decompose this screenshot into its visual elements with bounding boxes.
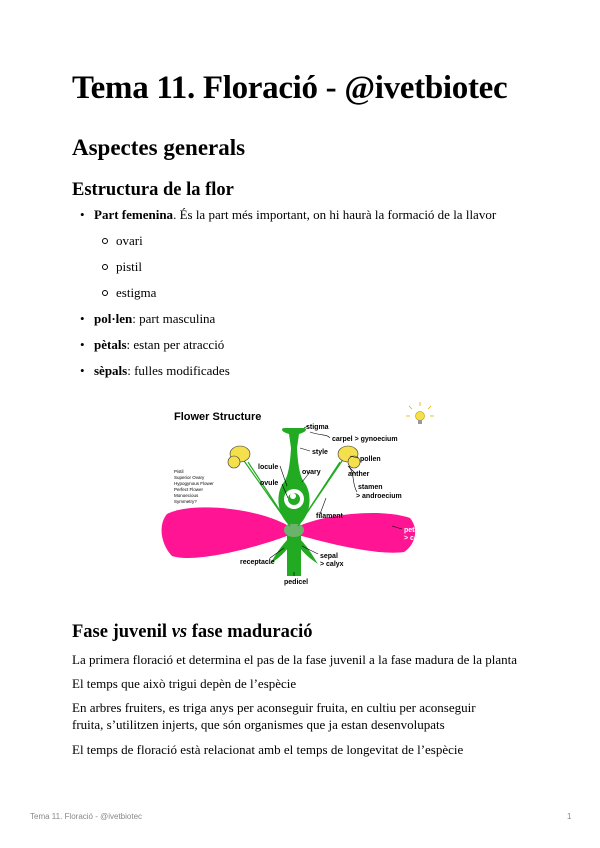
label-ovary: ovary [302,469,321,476]
list-item-text: . És la part més important, on hi haurà la formació de la llavor [173,207,497,222]
note-line: Monoecious [174,493,199,498]
note-line: Perfect Flower [174,487,204,492]
lightbulb-icon [406,402,434,424]
petal-left [162,507,292,558]
label-ovule: ovule [260,480,279,487]
label-corolla: > corolla [404,535,433,542]
sublist-item: pistil [94,259,542,285]
label-anther: anther [348,471,370,478]
paragraph-1: La primera floració et determina el pas de la fase juvenil a la fase madura de la planta [72,652,518,667]
paragraph-4: El temps de floració està relacionat amb el temps de longevitat de l’espècie [72,742,464,757]
list-item-sepals [72,363,542,379]
female-parts-sublist [94,233,542,311]
heading-vs: vs [171,622,188,642]
list-item-bold: Part femenina [94,207,174,222]
label-pedicel: pedicel [284,579,309,586]
label-receptacle: receptacle [240,559,275,566]
pistil-shape [278,428,309,524]
list-item-part-femenina [72,207,542,311]
subsection-heading-phases [72,622,313,643]
list-item-text: : fulles modificades [127,363,230,378]
label-petal: petal [404,527,421,534]
label-sepal: sepal [320,553,338,560]
note-line: Pistil [174,469,184,474]
paragraph-3: En arbres fruiters, es triga anys per aconseguir fruita, en cultiu per aconseguir fruita, s’utilitzen injerts, que són organismes que ja estan desenvolupats [72,700,476,732]
label-stigma: stigma [306,424,329,431]
flower-structure-diagram [152,396,462,600]
list-item-text: : part masculina [132,311,216,326]
footer-page-number: 1 [567,812,572,821]
paragraph-2: El temps que això trigui depèn de l’espècie [72,676,297,691]
list-item-text: : estan per atracció [126,337,225,352]
list-item-bold: pètals [94,337,127,352]
label-calyx: > calyx [320,561,344,568]
section-heading: Aspectes generals [72,135,246,160]
flower-parts-list [72,207,542,379]
label-stamen: stamen [358,484,383,491]
page-title: Tema 11. Floració - @ivetbiotec [72,70,508,106]
receptacle-shape [284,523,304,537]
label-pollen: pollen [360,456,381,463]
label-style: style [312,449,328,456]
sublist-item: estigma [94,285,542,311]
note-line: Symmetry? [174,499,197,504]
diagram-title: Flower Structure [174,411,262,423]
flower-diagram-svg [152,396,462,600]
sublist-item: ovari [94,233,542,259]
heading-part: fase maduració [187,622,313,642]
petal-right [295,513,415,553]
footer-left: Tema 11. Floració - @ivetbiotec [30,812,143,821]
list-item-petals [72,337,542,353]
note-line: Hypogynous Flower [174,481,214,486]
heading-part: Fase juvenil [72,622,172,642]
subsection-heading-structure: Estructura de la flor [72,180,234,200]
label-carpel: carpel > gynoecium [332,436,398,443]
label-filament: filament [316,513,343,520]
side-notes [174,469,214,504]
list-item-bold: pol·len [94,311,133,326]
label-locule: locule [258,464,279,471]
label-androecium: > androecium [356,493,402,500]
note-line: Superior Ovary [174,475,205,480]
list-item-pollen [72,311,542,327]
list-item-bold: sèpals [94,363,128,378]
